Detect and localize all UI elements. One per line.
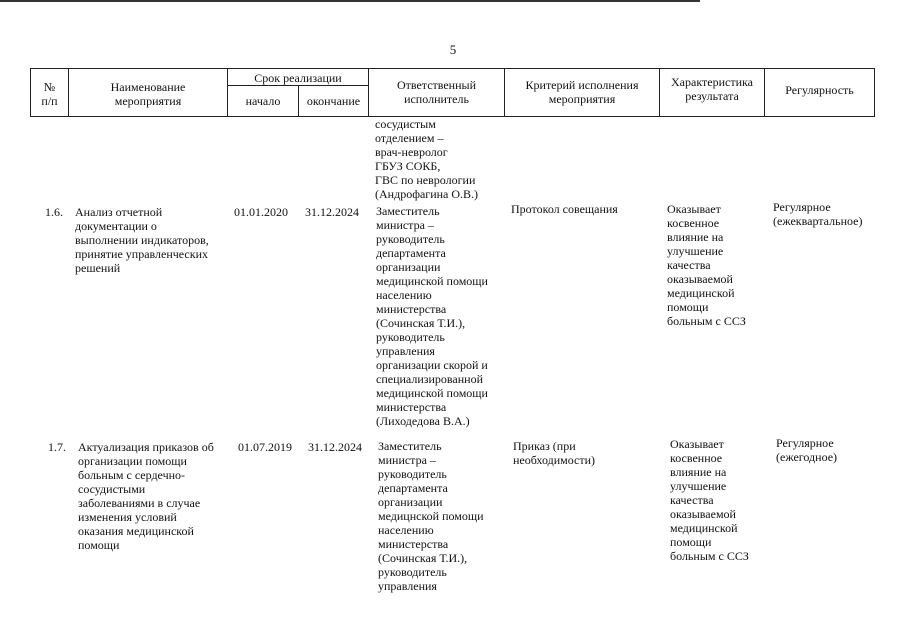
row-start-date: 01.01.2020 [234, 205, 288, 219]
continuation-executor: сосудистым отделением – врач-невролог ГБУЗ СОКБ, ГВС по неврологии (Андрофагина О.В.) [375, 117, 479, 201]
header-result: Характеристика результата [671, 75, 753, 103]
row-number: 1.7. [48, 440, 66, 454]
row-number: 1.6. [45, 205, 63, 219]
row-criterion: Протокол совещания [511, 202, 618, 216]
header-name: Наименование мероприятия [110, 80, 186, 108]
page-number: 5 [449, 42, 457, 57]
row-criterion: Приказ (при необходимости) [513, 439, 596, 467]
row-executor: Заместитель министра – руководитель департамента организации медицнской помощи населению министерства (Сочинская Т.И.), руководитель управления [378, 439, 484, 593]
row-start-date: 01.07.2019 [238, 440, 292, 454]
row-end-date: 31.12.2024 [308, 440, 362, 454]
row-regularity: Регулярное (ежеквартальное) [773, 200, 863, 228]
row-regularity: Регулярное (ежегодное) [776, 436, 838, 464]
row-end-date: 31.12.2024 [305, 205, 359, 219]
page-top-edge [0, 0, 700, 2]
row-result: Оказывает косвенное влияние на улучшение качества оказываемой медицинской помощи больным с ССЗ [667, 202, 746, 328]
row-result: Оказывает косвенное влияние на улучшение качества оказываемой медицинской помощи больным с ССЗ [670, 437, 749, 563]
header-start: начало [245, 94, 281, 108]
header-regularity: Регулярность [785, 83, 854, 97]
header-term: Срок реализации [254, 71, 342, 85]
header-criterion: Критерий исполнения мероприятия [525, 78, 639, 106]
header-executor: Ответственный исполнитель [396, 78, 477, 106]
row-name: Актуализация приказов об организации помощи больным с сердечно- сосудистыми заболеваниями в случае изменения условий оказания медицинской помощи [78, 440, 214, 552]
header-end: окончание [306, 94, 361, 108]
row-executor: Заместитель министра – руководитель департамента организации медицинской помощи населению министерства (Сочинская Т.И.), руководитель управления организации скорой и специализированной медицинской помощи министерства (Лиходедова В.А.) [376, 204, 488, 428]
header-num: № п/п [41, 80, 58, 108]
row-name: Анализ отчетной документации о выполнении индикаторов, принятие управленческих решений [75, 205, 209, 275]
